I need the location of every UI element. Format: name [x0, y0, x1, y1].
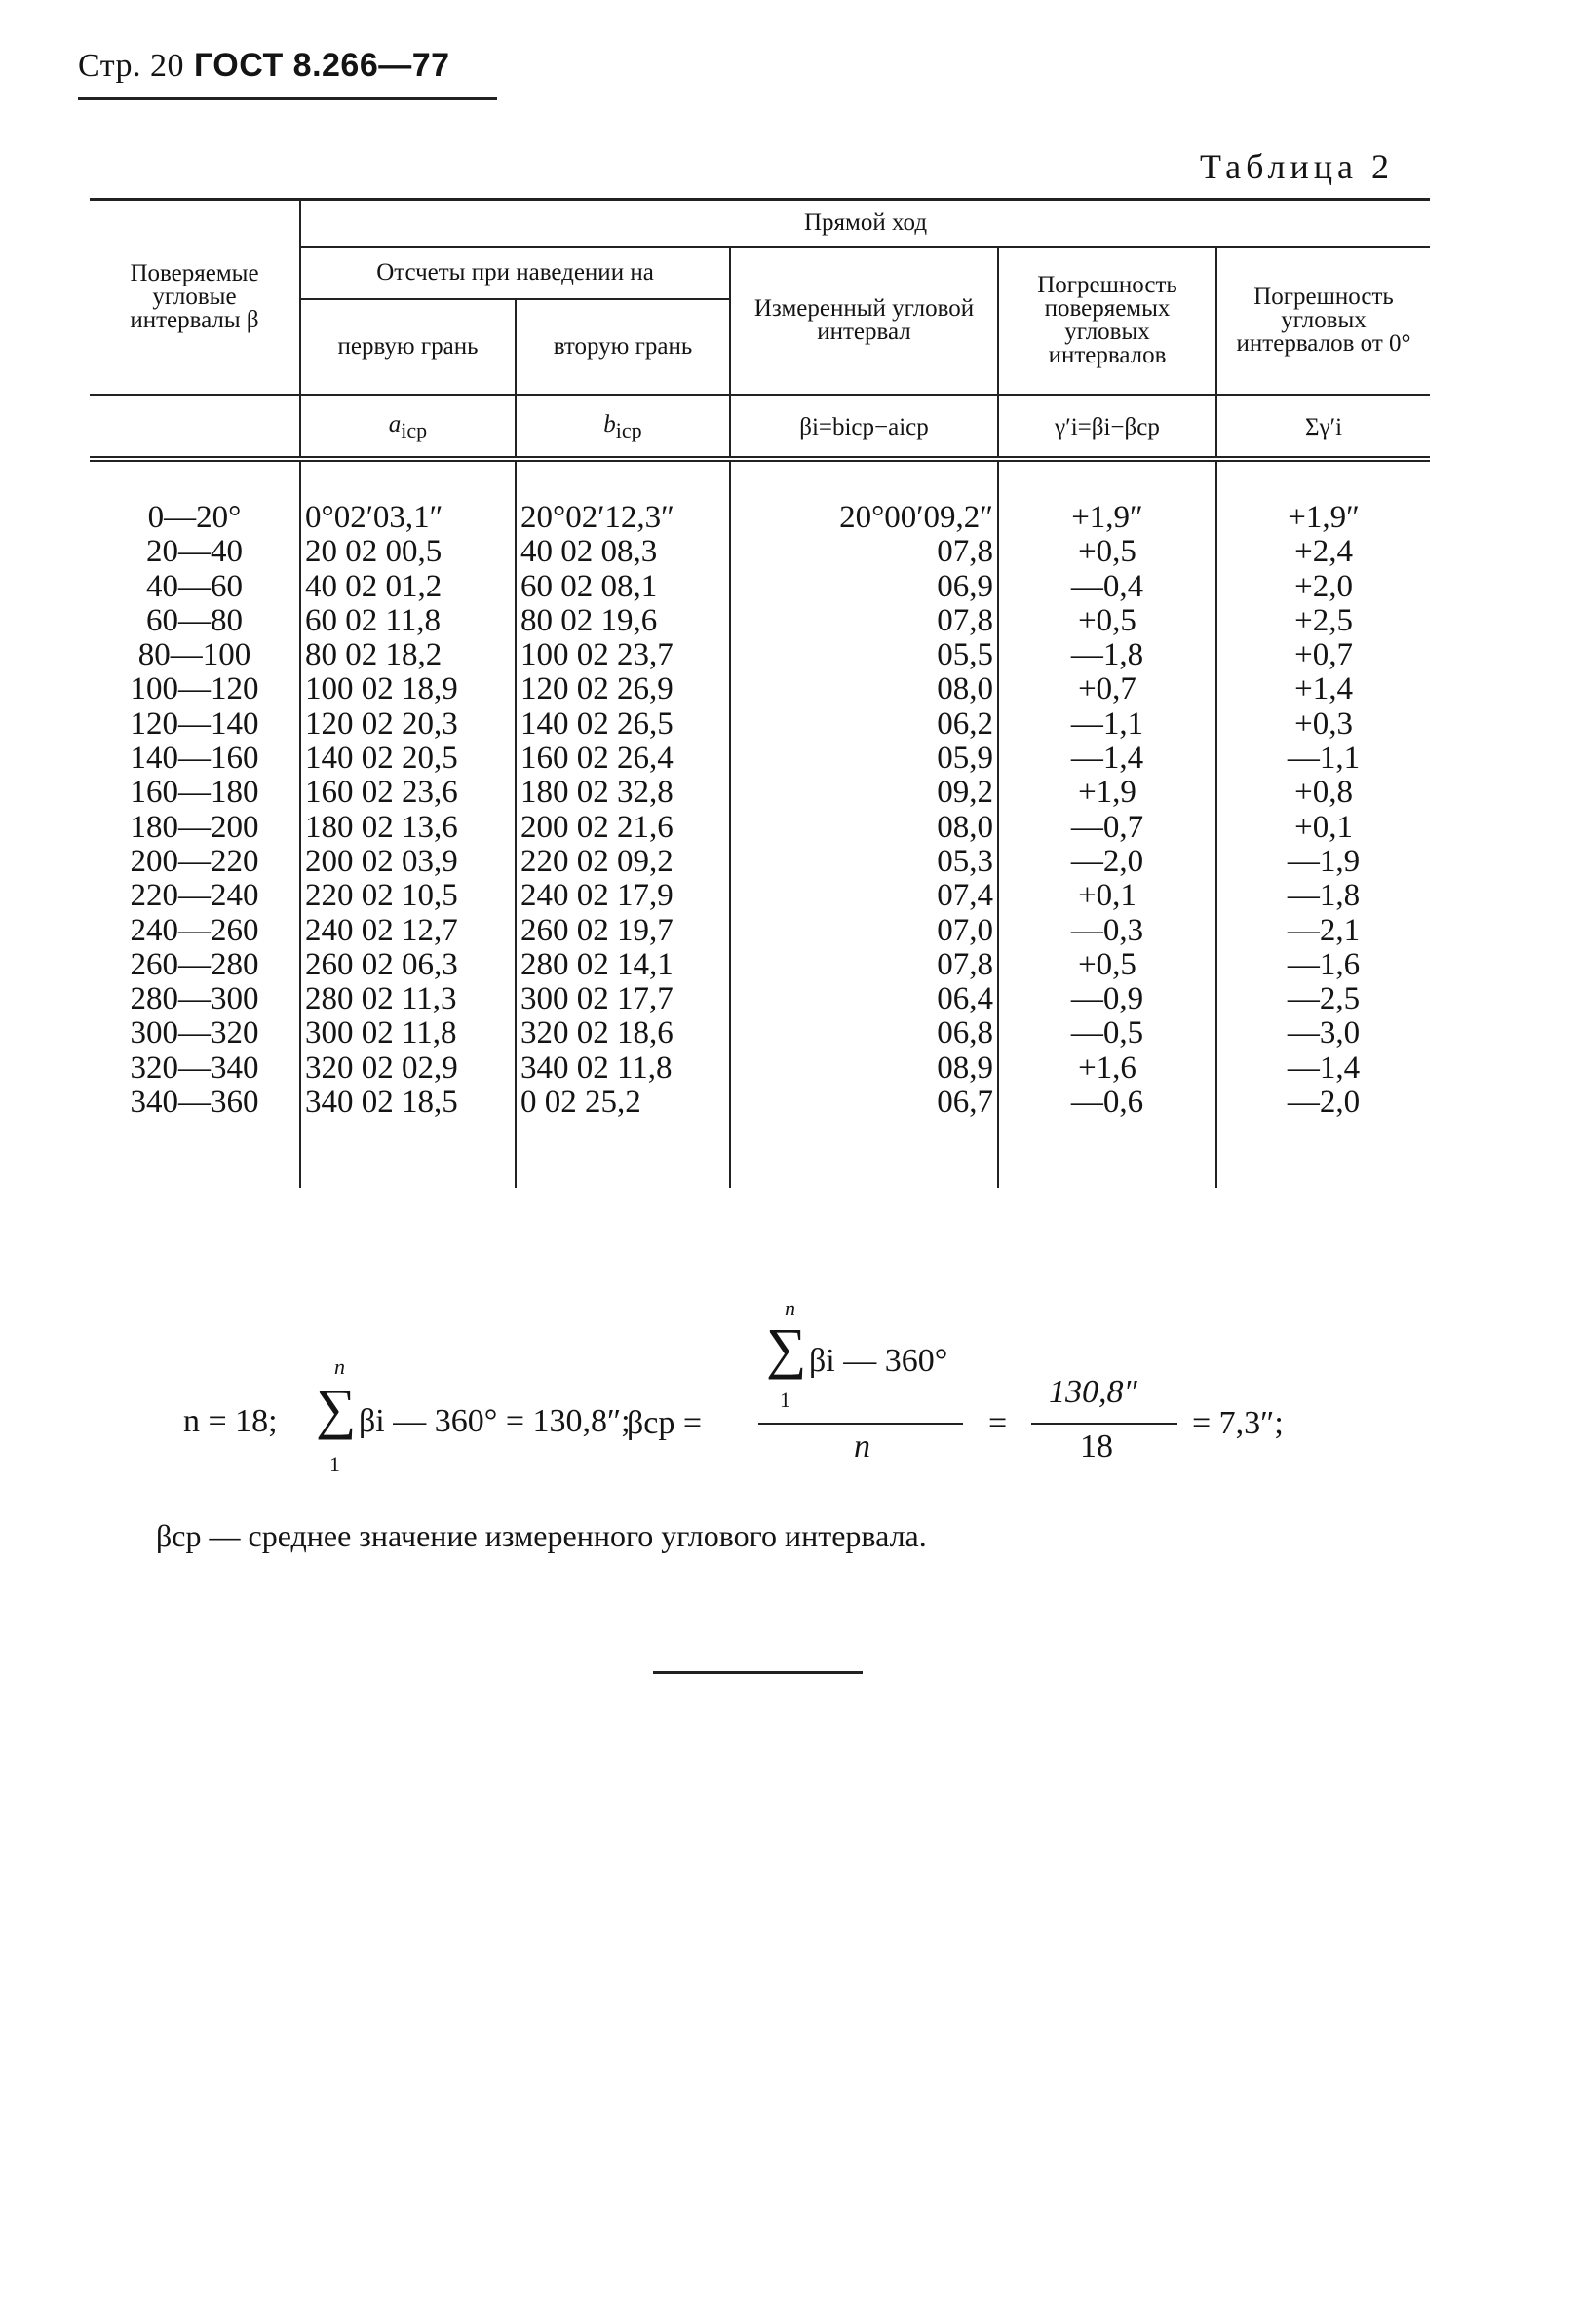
cell-error-from0: —1,1	[1216, 742, 1430, 776]
table-row	[90, 948, 1430, 982]
cell-second-face: 240 02 17,9	[516, 879, 730, 913]
frac1-numerator: βi — 360°	[809, 1343, 948, 1379]
table-body	[90, 459, 1430, 1188]
cell-measured: 05,3	[730, 845, 998, 879]
cell-error: +1,6	[998, 1051, 1216, 1086]
cell-first-face: 160 02 23,6	[300, 776, 516, 810]
sum-expression: βi — 360° = 130,8″;	[359, 1403, 631, 1439]
col-header-error-from0: Погрешность угловых интервалов от 0°	[1216, 247, 1430, 395]
cell-error-from0: —2,5	[1216, 982, 1430, 1016]
cell-interval: 180—200	[130, 809, 259, 845]
cell-error-from0: +0,1	[1216, 811, 1430, 845]
equals-sign: =	[988, 1405, 1008, 1441]
cell-measured: 06,4	[730, 982, 998, 1016]
col-header-measured: Измеренный угловой интервал	[730, 247, 998, 395]
cell-second-face: 280 02 14,1	[516, 948, 730, 982]
sum-upper-limit: n	[334, 1354, 345, 1379]
cell-first-face: 140 02 20,5	[300, 742, 516, 776]
footnote: βср — среднее значение измеренного углового интервала.	[156, 1518, 927, 1553]
cell-second-face: 120 02 26,9	[516, 672, 730, 706]
filler-cell	[516, 1120, 730, 1188]
cell-error-from0: +0,7	[1216, 638, 1430, 672]
table-row	[90, 845, 1430, 879]
cell-error-from0: +2,5	[1216, 604, 1430, 638]
cell-second-face: 260 02 19,7	[516, 914, 730, 948]
cell-measured: 07,8	[730, 604, 998, 638]
symbol-sum: Σγ′i	[1216, 395, 1430, 459]
cell-error: —1,8	[998, 638, 1216, 672]
cell-interval: 160—180	[130, 775, 259, 811]
cell-interval: 120—140	[130, 705, 259, 742]
sum-sign: ∑	[316, 1377, 357, 1440]
table-row	[90, 776, 1430, 810]
cell-error-from0: —1,6	[1216, 948, 1430, 982]
cell-first-face: 100 02 18,9	[300, 672, 516, 706]
cell-error: +1,9	[998, 776, 1216, 810]
cell-measured: 06,8	[730, 1016, 998, 1050]
table-row	[90, 879, 1430, 913]
cell-interval: 100—120	[130, 671, 259, 707]
header-rule	[78, 97, 497, 100]
cell-error-from0: —1,9	[1216, 845, 1430, 879]
cell-error: —0,4	[998, 570, 1216, 604]
cell-measured: 09,2	[730, 776, 998, 810]
filler-cell	[300, 1120, 516, 1188]
cell-measured: 05,5	[730, 638, 998, 672]
cell-error: —0,7	[998, 811, 1216, 845]
cell-error-from0: —2,0	[1216, 1086, 1430, 1120]
cell-error: +0,5	[998, 948, 1216, 982]
cell-first-face: 340 02 18,5	[300, 1086, 516, 1120]
cell-interval: 0—20°	[147, 500, 242, 535]
cell-error: +0,1	[998, 879, 1216, 913]
table-row	[90, 570, 1430, 604]
frac1-denominator: n	[854, 1429, 870, 1465]
frac1-sum-lower: 1	[780, 1388, 790, 1412]
bcp-lhs: βcp =	[627, 1405, 703, 1441]
cell-second-face: 160 02 26,4	[516, 742, 730, 776]
data-table	[90, 198, 1430, 1188]
cell-second-face: 320 02 18,6	[516, 1016, 730, 1050]
cell-second-face: 80 02 19,6	[516, 604, 730, 638]
table-row	[90, 535, 1430, 569]
cell-error: —0,3	[998, 914, 1216, 948]
table-container	[90, 198, 1430, 1188]
cell-first-face: 280 02 11,3	[300, 982, 516, 1016]
cell-first-face: 20 02 00,5	[300, 535, 516, 569]
cell-error: —0,6	[998, 1086, 1216, 1120]
col-header-first-face: первую грань	[300, 299, 516, 395]
cell-measured: 08,0	[730, 672, 998, 706]
cell-interval: 280—300	[130, 981, 259, 1017]
cell-error-from0: +0,3	[1216, 707, 1430, 742]
cell-second-face: 60 02 08,1	[516, 570, 730, 604]
cell-first-face: 180 02 13,6	[300, 811, 516, 845]
cell-first-face: 40 02 01,2	[300, 570, 516, 604]
table-filler-row	[90, 1120, 1430, 1188]
cell-second-face: 340 02 11,8	[516, 1051, 730, 1086]
frac1-sum-upper: n	[785, 1296, 795, 1320]
cell-interval: 260—280	[130, 946, 259, 982]
cell-second-face: 300 02 17,7	[516, 982, 730, 1016]
frac1-sum-sign: ∑	[766, 1316, 807, 1380]
filler-cell	[1216, 1120, 1430, 1188]
cell-error: —1,4	[998, 742, 1216, 776]
cell-second-face: 200 02 21,6	[516, 811, 730, 845]
cell-error: —0,9	[998, 982, 1216, 1016]
cell-interval: 80—100	[137, 637, 251, 673]
cell-measured: 07,4	[730, 879, 998, 913]
cell-error-from0: +2,0	[1216, 570, 1430, 604]
cell-interval: 200—220	[130, 843, 259, 879]
table-row	[90, 914, 1430, 948]
table-row	[90, 1016, 1430, 1050]
symbol-measured: βi=bicp−aicp	[730, 395, 998, 459]
cell-second-face: 140 02 26,5	[516, 707, 730, 742]
cell-error-from0: +0,8	[1216, 776, 1430, 810]
cell-error-from0: +1,9″	[1216, 459, 1430, 535]
cell-first-face: 220 02 10,5	[300, 879, 516, 913]
frac2-bar	[1031, 1423, 1177, 1425]
cell-error-from0: +1,4	[1216, 672, 1430, 706]
col-header-error: Погрешность поверяемых угловых интервалов	[998, 247, 1216, 395]
cell-interval: 300—320	[130, 1015, 259, 1051]
cell-first-face: 260 02 06,3	[300, 948, 516, 982]
group-header-direct: Прямой ход	[300, 200, 1430, 248]
col-header-intervals: Поверяемые угловые интервалы β	[130, 260, 259, 333]
standard-id: ГОСТ 8.266—77	[193, 47, 450, 84]
cell-first-face: 0°02′03,1″	[300, 459, 516, 535]
cell-error-from0: —1,4	[1216, 1051, 1430, 1086]
table-caption: Таблица 2	[1200, 147, 1394, 186]
cell-error: +0,5	[998, 604, 1216, 638]
formula-result: = 7,3″;	[1192, 1405, 1284, 1441]
group-header-readings: Отсчеты при наведении на	[300, 247, 730, 299]
cell-second-face: 0 02 25,2	[516, 1086, 730, 1120]
frac1-bar	[758, 1423, 963, 1425]
table-row	[90, 982, 1430, 1016]
cell-interval: 140—160	[130, 741, 259, 777]
cell-first-face: 200 02 03,9	[300, 845, 516, 879]
cell-error: +1,9″	[998, 459, 1216, 535]
table-row	[90, 742, 1430, 776]
filler-cell	[730, 1120, 998, 1188]
symbol-second-face: $b_{icp}$	[516, 395, 730, 459]
cell-first-face: 80 02 18,2	[300, 638, 516, 672]
cell-measured: 05,9	[730, 742, 998, 776]
symbol-first-face: $a_{icp}$	[300, 395, 516, 459]
cell-error-from0: —2,1	[1216, 914, 1430, 948]
cell-second-face: 40 02 08,3	[516, 535, 730, 569]
cell-measured: 07,8	[730, 948, 998, 982]
cell-first-face: 60 02 11,8	[300, 604, 516, 638]
cell-measured: 20°00′09,2″	[730, 459, 998, 535]
cell-measured: 06,7	[730, 1086, 998, 1120]
cell-interval: 20—40	[146, 534, 243, 570]
cell-interval: 240—260	[130, 912, 259, 948]
cell-error-from0: —3,0	[1216, 1016, 1430, 1050]
symbol-cell-empty	[90, 395, 300, 459]
cell-interval: 340—360	[130, 1085, 259, 1121]
frac2-numerator: 130,8″	[1049, 1374, 1137, 1410]
cell-second-face: 220 02 09,2	[516, 845, 730, 879]
table-row	[90, 604, 1430, 638]
sum-lower-limit: 1	[329, 1452, 340, 1476]
cell-measured: 06,2	[730, 707, 998, 742]
cell-measured: 07,0	[730, 914, 998, 948]
table-row	[90, 459, 1430, 535]
cell-interval: 60—80	[146, 602, 243, 638]
cell-first-face: 240 02 12,7	[300, 914, 516, 948]
cell-error: —0,5	[998, 1016, 1216, 1050]
cell-second-face: 100 02 23,7	[516, 638, 730, 672]
cell-measured: 08,0	[730, 811, 998, 845]
cell-measured: 07,8	[730, 535, 998, 569]
cell-first-face: 300 02 11,8	[300, 1016, 516, 1050]
cell-error: +0,5	[998, 535, 1216, 569]
formula	[183, 1296, 1353, 1481]
cell-error-from0: +2,4	[1216, 535, 1430, 569]
cell-error: +0,7	[998, 672, 1216, 706]
cell-error: —2,0	[998, 845, 1216, 879]
table-row	[90, 672, 1430, 706]
end-rule	[653, 1671, 863, 1674]
filler-cell	[998, 1120, 1216, 1188]
cell-second-face: 180 02 32,8	[516, 776, 730, 810]
table-row	[90, 638, 1430, 672]
cell-first-face: 120 02 20,3	[300, 707, 516, 742]
frac2-denominator: 18	[1080, 1429, 1113, 1465]
filler-cell	[90, 1120, 300, 1188]
table-row	[90, 811, 1430, 845]
page-header	[78, 47, 450, 85]
cell-second-face: 20°02′12,3″	[516, 459, 730, 535]
page-number: Стр. 20	[78, 48, 185, 84]
formula-n: n = 18;	[183, 1403, 278, 1439]
cell-measured: 08,9	[730, 1051, 998, 1086]
cell-interval: 320—340	[130, 1049, 259, 1086]
cell-first-face: 320 02 02,9	[300, 1051, 516, 1086]
cell-measured: 06,9	[730, 570, 998, 604]
cell-error-from0: —1,8	[1216, 879, 1430, 913]
table-row	[90, 1051, 1430, 1086]
symbol-error: γ′i=βi−βcp	[998, 395, 1216, 459]
cell-interval: 220—240	[130, 878, 259, 914]
cell-interval: 40—60	[146, 568, 243, 604]
cell-error: —1,1	[998, 707, 1216, 742]
table-row	[90, 707, 1430, 742]
table-row	[90, 1086, 1430, 1120]
col-header-second-face: вторую грань	[516, 299, 730, 395]
